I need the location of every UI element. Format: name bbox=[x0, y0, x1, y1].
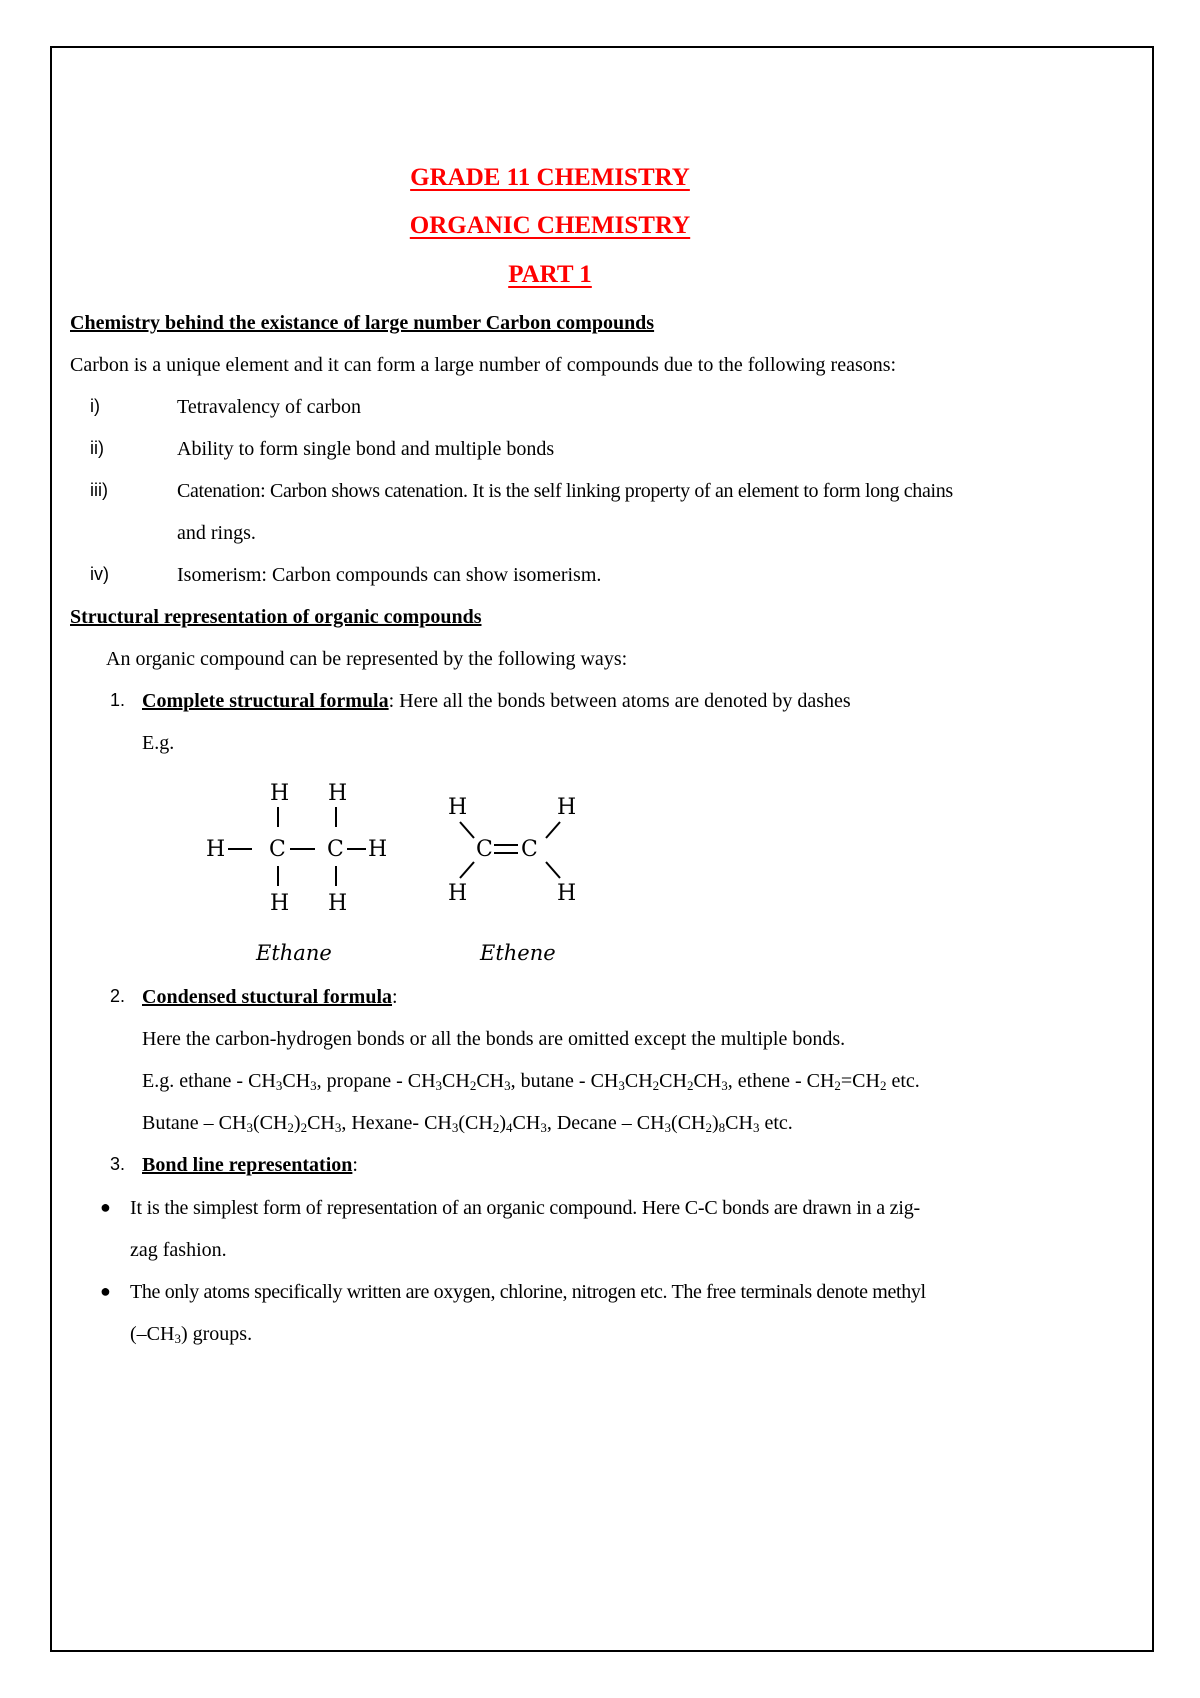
ethane-caption: Ethane bbox=[256, 941, 332, 965]
list-item-text: Tetravalency of carbon bbox=[177, 396, 362, 418]
list-item-continuation: and rings. bbox=[177, 522, 256, 544]
list-marker: ii) bbox=[90, 438, 104, 458]
item-label: Complete structural formula bbox=[142, 690, 389, 712]
title-grade: GRADE 11 CHEMISTRY bbox=[410, 164, 690, 191]
section-intro-structural: An organic compound can be represented by the following ways: bbox=[106, 648, 628, 670]
bullet-text-continuation: $(-CH_3)$ groups. bbox=[130, 1323, 253, 1346]
item-label: Condensed stuctural formula bbox=[142, 986, 393, 1008]
section-heading-carbon: Chemistry behind the existance of large number Carbon compounds bbox=[70, 312, 655, 334]
bullet-text: It is the simplest form of representation of an organic compound. Here C-C bonds are drawn in a zig- bbox=[130, 1197, 920, 1219]
ethene-caption: Ethene bbox=[480, 941, 556, 965]
ethene-h-top-right: H bbox=[557, 795, 577, 820]
bullet-icon: ● bbox=[100, 1197, 111, 1217]
section-heading-structural: Structural representation of organic compounds bbox=[70, 606, 482, 628]
list-item-text: Catenation: Carbon shows catenation. It is the self linking property of an element to form long chains bbox=[177, 480, 953, 502]
item-description: : bbox=[392, 986, 398, 1008]
ethene-c2: C bbox=[521, 837, 538, 862]
example-label: E.g. bbox=[142, 732, 175, 754]
ethene-h-top-left: H bbox=[448, 795, 468, 820]
title-subject: ORGANIC CHEMISTRY bbox=[409, 212, 691, 239]
ethane-c1: C bbox=[269, 837, 286, 862]
ethane-h-bottom-right: H bbox=[328, 891, 348, 916]
ethane-h-bottom-left: H bbox=[270, 891, 290, 916]
item-number: 1. bbox=[110, 690, 126, 710]
ethene-h-bottom-right: H bbox=[557, 881, 577, 906]
ethane-structure bbox=[206, 781, 387, 965]
ethene-h-bottom-left: H bbox=[448, 881, 468, 906]
ethene-c1: C bbox=[476, 837, 493, 862]
condensed-examples-2: Butane – $CH_3(CH_2)_2CH_3$, Hexane- $CH_3(CH_2)_4CH_3$, Decane – $CH_3(CH_2)_8CH_3$ etc. bbox=[142, 1112, 793, 1135]
structural-formula-diagram bbox=[190, 770, 610, 970]
bullet-text-continuation: zag fashion. bbox=[130, 1239, 227, 1261]
list-marker: iv) bbox=[90, 564, 109, 584]
ethane-c2: C bbox=[327, 837, 344, 862]
ethene-structure bbox=[448, 795, 576, 965]
bullet-icon: ● bbox=[100, 1281, 111, 1301]
condensed-examples-1: E.g. ethane - $CH_3CH_3$, propane - $CH_3CH_2CH_3$, butane - $CH_3CH_2CH_2CH_3$, ethene - $CH_2=CH_2$ etc. bbox=[142, 1070, 920, 1093]
section-intro-carbon: Carbon is a unique element and it can form a large number of compounds due to the following reasons: bbox=[70, 354, 897, 376]
list-marker: iii) bbox=[90, 480, 108, 500]
ethane-h-left: H bbox=[206, 837, 226, 862]
condensed-description: Here the carbon-hydrogen bonds or all the bonds are omitted except the multiple bonds. bbox=[142, 1028, 846, 1050]
title-part: PART 1 bbox=[508, 261, 592, 288]
bond bbox=[546, 822, 560, 838]
ethane-h-top-right: H bbox=[328, 781, 348, 806]
bond bbox=[546, 862, 560, 878]
bond bbox=[460, 862, 474, 878]
item-label: Bond line representation bbox=[142, 1154, 353, 1176]
list-item-text: Ability to form single bond and multiple bonds bbox=[177, 438, 555, 460]
item-description: : bbox=[352, 1154, 358, 1176]
item-description: : Here all the bonds between atoms are denoted by dashes bbox=[388, 690, 851, 712]
list-item-text: Isomerism: Carbon compounds can show isomerism. bbox=[177, 564, 602, 586]
item-number: 3. bbox=[110, 1154, 126, 1174]
bond bbox=[460, 822, 474, 838]
bullet-text-tail: groups. bbox=[192, 1323, 253, 1345]
item-number: 2. bbox=[110, 986, 126, 1006]
ethane-h-right: H bbox=[368, 837, 388, 862]
ethane-h-top-left: H bbox=[270, 781, 290, 806]
bullet-text: The only atoms specifically written are oxygen, chlorine, nitrogen etc. The free terminals denote methyl bbox=[130, 1281, 926, 1303]
list-marker: i) bbox=[90, 396, 100, 416]
